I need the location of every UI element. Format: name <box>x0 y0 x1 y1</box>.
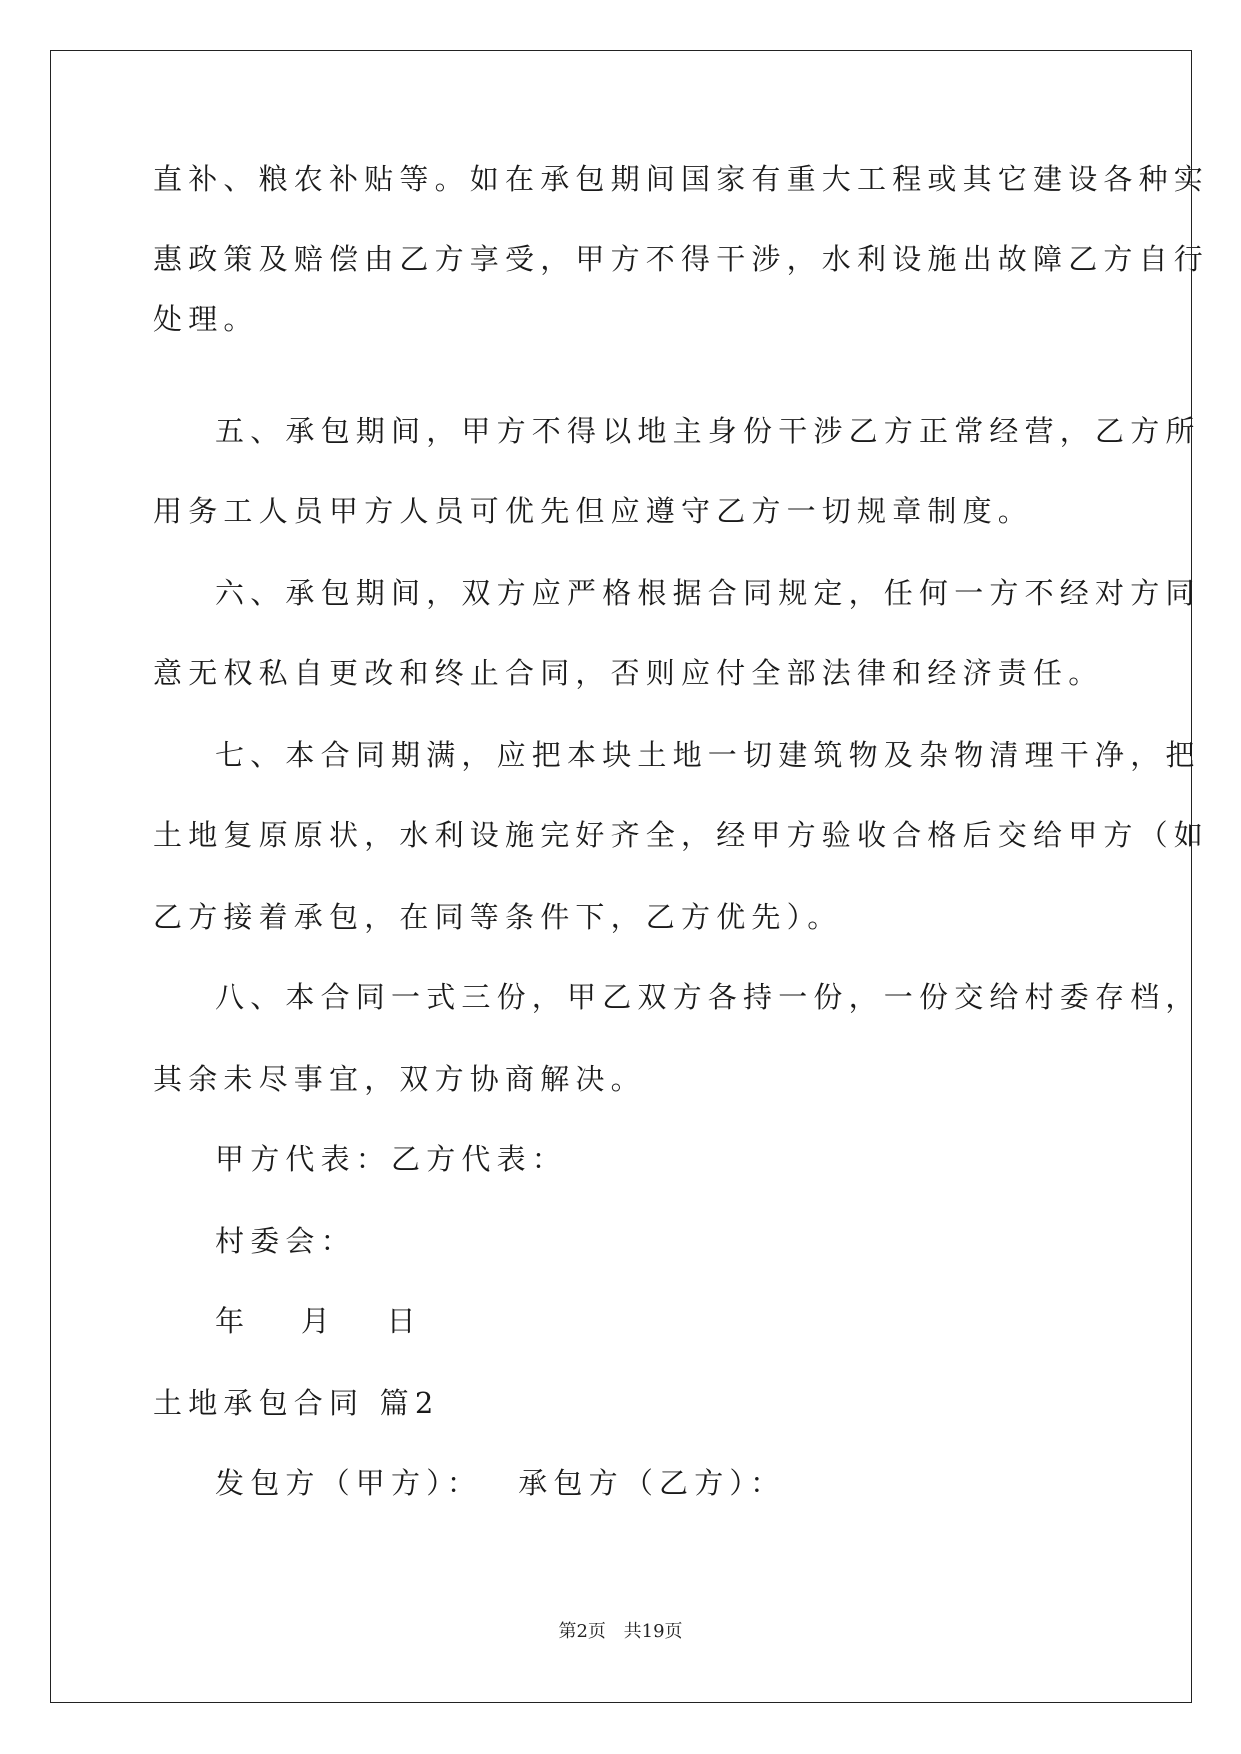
text-line: 惠政策及赔偿由乙方享受，甲方不得干涉，水利设施出故障乙方自行 <box>153 242 1210 276</box>
clause-five-line: 五、承包期间，甲方不得以地主身份干涉乙方正常经营，乙方所 <box>215 414 1201 448</box>
text-line: 意无权私自更改和终止合同，否则应付全部法律和经济责任。 <box>153 656 1104 690</box>
text-line: 处理。 <box>153 302 259 336</box>
parties-line: 发包方（甲方）： 承包方（乙方）： <box>215 1466 786 1500</box>
clause-six-line: 六、承包期间，双方应严格根据合同规定，任何一方不经对方同 <box>215 576 1201 610</box>
signature-date: 年 月 日 <box>215 1304 422 1338</box>
text-line: 乙方接着承包，在同等条件下，乙方优先）。 <box>153 900 843 934</box>
page-total: 共19页 <box>623 1621 683 1642</box>
clause-eight-line: 八、本合同一式三份，甲乙双方各持一份，一份交给村委存档， <box>215 980 1201 1014</box>
text-line: 直补、粮农补贴等。如在承包期间国家有重大工程或其它建设各种实 <box>153 162 1210 196</box>
clause-seven-line: 七、本合同期满，应把本块土地一切建筑物及杂物清理干净，把 <box>215 738 1201 772</box>
page-footer <box>0 1620 1241 1644</box>
page-number: 第2页 <box>558 1621 606 1642</box>
signature-village-committee: 村委会： <box>215 1224 356 1258</box>
section-heading: 土地承包合同 篇2 <box>153 1386 440 1420</box>
text-line: 其余未尽事宜，双方协商解决。 <box>153 1062 646 1096</box>
signature-representatives: 甲方代表：乙方代表： <box>215 1142 568 1176</box>
text-line: 土地复原原状，水利设施完好齐全，经甲方验收合格后交给甲方（如 <box>153 818 1210 852</box>
page-border <box>50 50 1192 1703</box>
text-line: 用务工人员甲方人员可优先但应遵守乙方一切规章制度。 <box>153 494 1034 528</box>
